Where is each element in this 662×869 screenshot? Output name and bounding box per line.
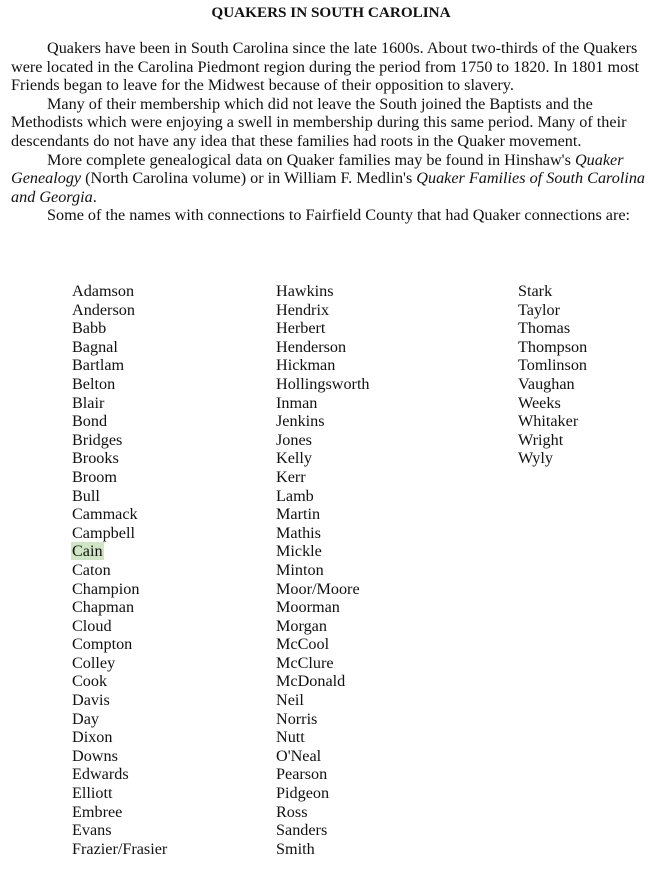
surname-text: McCool [276, 635, 330, 654]
surname-text: Bull [72, 486, 100, 505]
surname-item [72, 691, 167, 710]
surname-item [276, 803, 370, 822]
names-column-1 [72, 282, 167, 858]
surname-item [72, 356, 167, 375]
surname-text: McClure [276, 653, 334, 672]
surname-text: Day [72, 709, 99, 728]
surname-item [72, 301, 167, 320]
surname-item [276, 840, 370, 859]
surname-text: Hendrix [276, 300, 330, 319]
surname-item [72, 710, 167, 729]
surname-item [276, 394, 370, 413]
surname-text: Caton [72, 560, 111, 579]
surname-item [276, 301, 370, 320]
surname-text: Babb [72, 319, 107, 338]
surname-text: Wright [518, 430, 564, 449]
surname-text: Pearson [276, 765, 328, 784]
surname-item [72, 747, 167, 766]
surname-item [276, 375, 370, 394]
surname-text: Dixon [72, 728, 113, 747]
surname-item [276, 319, 370, 338]
surname-text: Bond [72, 412, 108, 431]
surname-text: Bagnal [72, 337, 118, 356]
surname-text: Edwards [72, 765, 129, 784]
surname-text: O'Neal [276, 746, 322, 765]
surname-text: Davis [72, 691, 110, 710]
surname-text: Hickman [276, 356, 336, 375]
surname-text: Kerr [276, 467, 306, 486]
surname-item [72, 505, 167, 524]
surname-text: Champion [72, 579, 140, 598]
surname-item [72, 542, 167, 561]
names-column-2 [276, 282, 370, 858]
surname-item [518, 319, 587, 338]
surname-text: Jones [276, 430, 312, 449]
surname-item [276, 561, 370, 580]
surname-item [518, 356, 587, 375]
surname-item [72, 375, 167, 394]
ref-title-quaker-families: Quaker Families of South Carolina and Georgia [11, 169, 646, 206]
surname-item [72, 803, 167, 822]
surname-text: Adamson [72, 282, 135, 300]
surname-item [72, 524, 167, 543]
surname-item [72, 672, 167, 691]
surname-item [276, 542, 370, 561]
surname-text: Brooks [72, 449, 119, 468]
surname-text: Compton [72, 635, 133, 654]
surname-text: Neil [276, 691, 304, 710]
surname-item [72, 784, 167, 803]
surname-item [276, 672, 370, 691]
surname-item [518, 394, 587, 413]
surname-item [276, 487, 370, 506]
surname-item [276, 747, 370, 766]
ref-text-mid: (North Carolina volume) or in William F. Medlin's [81, 169, 417, 188]
surname-item [518, 412, 587, 431]
surname-item [72, 580, 167, 599]
surname-text: Blair [72, 393, 105, 412]
surname-item [72, 431, 167, 450]
surname-text: Morgan [276, 616, 327, 635]
surname-text: Tomlinson [518, 356, 588, 375]
surname-text: Downs [72, 746, 118, 765]
surname-text: Smith [276, 839, 315, 858]
ref-title-quaker-genealogy: Quaker Genealogy [11, 150, 624, 188]
surname-item [276, 784, 370, 803]
surname-text: Frazier/Frasier [72, 839, 168, 858]
surname-text: Kelly [276, 449, 312, 468]
surname-text: Nutt [276, 728, 305, 747]
surname-text: Cook [72, 672, 108, 691]
surname-item [276, 338, 370, 357]
ref-text-pre: More complete genealogical data on Quaker families may be found in Hinshaw's [47, 150, 575, 169]
surname-text: Anderson [72, 300, 135, 319]
surname-text: Moorman [276, 598, 340, 617]
paragraph-references [11, 151, 662, 207]
surname-text: Moor/Moore [276, 579, 360, 598]
surname-text: Colley [72, 653, 116, 672]
ref-text-post: . [92, 187, 97, 206]
surname-text: Cloud [72, 616, 112, 635]
surname-text: Minton [276, 560, 324, 579]
surname-item [276, 654, 370, 673]
intro-text [11, 39, 662, 225]
surname-item [518, 375, 587, 394]
surname-text: Henderson [276, 337, 347, 356]
surname-text: Campbell [72, 523, 135, 542]
surname-item [72, 394, 167, 413]
surname-text: Cammack [72, 505, 138, 524]
surname-text: Embree [72, 802, 123, 821]
surname-item [72, 821, 167, 840]
surname-item [276, 524, 370, 543]
surname-item [518, 282, 587, 301]
surname-text: Broom [72, 467, 117, 486]
surname-item [518, 431, 587, 450]
surname-item [276, 728, 370, 747]
surname-item [72, 468, 167, 487]
surname-item [276, 617, 370, 636]
surname-text: Elliott [72, 784, 113, 803]
surname-item [72, 728, 167, 747]
surname-text: Hollingsworth [276, 374, 370, 393]
surname-text: Weeks [518, 393, 561, 412]
surname-text: Inman [276, 393, 318, 412]
surname-text-highlighted: Cain [72, 542, 103, 561]
surname-text: Pidgeon [276, 784, 330, 803]
surname-item [276, 765, 370, 784]
surname-text: McDonald [276, 672, 346, 691]
surname-text: Thompson [518, 337, 588, 356]
surname-item [72, 449, 167, 468]
surname-text: Norris [276, 709, 318, 728]
paragraph-membership: Many of their membership which did not leave the South joined the Baptists and the Methodists which were enjoying a swell in membership during this same period. Many of their descendants do not have any idea that these families had roots in the Quaker movement. [11, 94, 627, 150]
surname-item [276, 580, 370, 599]
surname-text: Mickle [276, 542, 322, 561]
surname-item [276, 449, 370, 468]
surname-item [72, 765, 167, 784]
surname-text: Bartlam [72, 356, 125, 375]
surname-item [276, 635, 370, 654]
surname-item [72, 412, 167, 431]
surname-item [276, 468, 370, 487]
surname-text: Jenkins [276, 412, 325, 431]
surname-item [72, 598, 167, 617]
surname-text: Herbert [276, 319, 326, 338]
surname-text: Martin [276, 505, 321, 524]
surname-item [518, 449, 587, 468]
surname-item [72, 282, 167, 301]
surname-item [72, 635, 167, 654]
surname-item [72, 654, 167, 673]
surname-item [276, 505, 370, 524]
surname-text: Sanders [276, 821, 328, 840]
surname-item [276, 691, 370, 710]
surname-item [276, 431, 370, 450]
surname-item [518, 338, 587, 357]
surname-item [276, 282, 370, 301]
surname-item [72, 561, 167, 580]
surname-text: Stark [518, 282, 553, 300]
surname-item [518, 301, 587, 320]
surname-item [276, 821, 370, 840]
surname-item [276, 598, 370, 617]
surname-item [276, 356, 370, 375]
surname-text: Vaughan [518, 374, 575, 393]
page-title: QUAKERS IN SOUTH CAROLINA [211, 4, 451, 21]
surname-text: Mathis [276, 523, 321, 542]
paragraph-names-intro: Some of the names with connections to Fairfield County that had Quaker connections are: [47, 206, 631, 225]
surname-item [72, 338, 167, 357]
names-column-3 [518, 282, 587, 468]
surname-text: Evans [72, 821, 112, 840]
paragraph-history: Quakers have been in South Carolina since the late 1600s. About two-thirds of the Quakers were located in the Carolina Piedmont region during the period from 1750 to 1820. In 1801 most Friends began to leave for the Midwest because of their opposition to slavery. [11, 39, 640, 95]
surname-item [72, 840, 167, 859]
surname-text: Thomas [518, 319, 571, 338]
surname-text: Belton [72, 374, 116, 393]
surname-text: Ross [276, 802, 308, 821]
surname-text: Hawkins [276, 282, 334, 300]
surname-item [72, 617, 167, 636]
surname-text: Taylor [518, 300, 561, 319]
surname-text: Lamb [276, 486, 314, 505]
surname-item [72, 487, 167, 506]
surname-text: Chapman [72, 598, 135, 617]
surname-item [276, 412, 370, 431]
surname-text: Wyly [518, 449, 553, 468]
surname-text: Whitaker [518, 412, 579, 431]
surname-item [276, 710, 370, 729]
surname-item [72, 319, 167, 338]
surname-text: Bridges [72, 430, 123, 449]
